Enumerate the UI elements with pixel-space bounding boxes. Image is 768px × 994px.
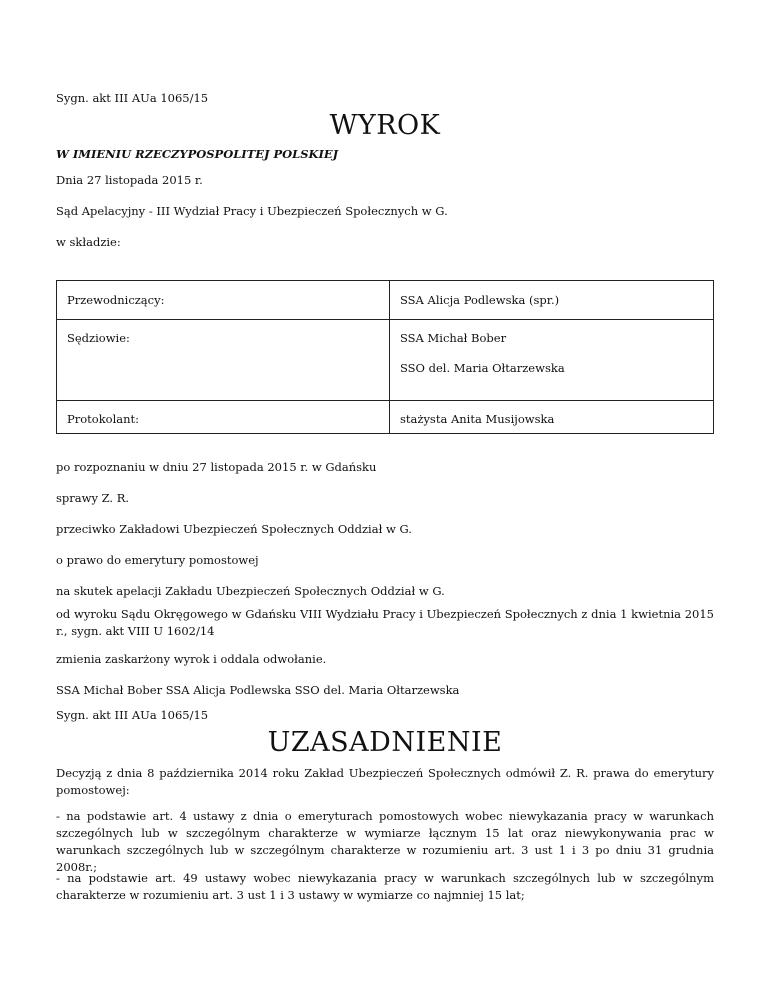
role-label: Sędziowie: <box>67 331 130 345</box>
court-composition-table <box>56 280 714 434</box>
justification-title: UZASADNIENIE <box>267 727 503 758</box>
claim-line: o prawo do emerytury pomostowej <box>56 553 259 567</box>
justification-paragraph: - na podstawie art. 4 ustawy z dnia o emeryturach pomostowych wobec niewykazania pracy w warunkach szczególnych lub w szczególnym charakterze w wymiarze łącznym 15 lat oraz niewykonywania prac w warunkach szczególnych lub w szczególnym charakterze w rozumieniu art. 3 ust 1 i 3 po dniu 31 grudnia 2008r.; <box>56 809 714 874</box>
justification-paragraph: - na podstawie art. 49 ustawy wobec niewykazania pracy w warunkach szczególnych lub w szczególnym charakterze w rozumieniu art. 3 ust 1 i 3 ustawy w wymiarze co najmniej 15 lat; <box>56 871 714 902</box>
judge-name: SSO del. Maria Ołtarzewska <box>400 361 565 375</box>
table-row <box>57 320 714 401</box>
table-row <box>57 281 714 320</box>
judge-name: SSA Michał Bober <box>400 331 507 345</box>
hearing-line: po rozpoznaniu w dniu 27 listopada 2015 r. w Gdańsku <box>56 460 377 474</box>
judgment-date: Dnia 27 listopada 2015 r. <box>56 173 203 187</box>
case-signature: Sygn. akt III AUa 1065/15 <box>56 91 209 105</box>
judgment-title: WYROK <box>329 110 441 141</box>
judge-name: SSA Alicja Podlewska (spr.) <box>400 293 560 307</box>
composition-label: w składzie: <box>56 235 121 249</box>
names-cell <box>390 281 714 320</box>
role-cell <box>57 401 390 434</box>
appeal-line: na skutek apelacji Zakładu Ubezpieczeń Społecznych Oddział w G. <box>56 584 445 598</box>
role-cell <box>57 281 390 320</box>
defendant-line: przeciwko Zakładowi Ubezpieczeń Społecznych Oddział w G. <box>56 522 412 536</box>
case-parties-line: sprawy Z. R. <box>56 491 130 505</box>
court-name: Sąd Apelacyjny - III Wydział Pracy i Ubezpieczeń Społecznych w G. <box>56 204 448 218</box>
role-cell <box>57 320 390 401</box>
names-cell <box>390 320 714 401</box>
names-cell <box>390 401 714 434</box>
clerk-name: stażysta Anita Musijowska <box>400 412 555 426</box>
signatures-line: SSA Michał Bober SSA Alicja Podlewska SSO del. Maria Ołtarzewska <box>56 683 460 697</box>
table-row <box>57 401 714 434</box>
case-signature-repeat: Sygn. akt III AUa 1065/15 <box>56 708 209 722</box>
justification-paragraph: Decyzją z dnia 8 października 2014 roku Zakład Ubezpieczeń Społecznych odmówił Z. R. prawa do emerytury pomostowej: <box>56 766 714 797</box>
role-label: Protokolant: <box>67 412 140 426</box>
role-label: Przewodniczący: <box>67 293 165 307</box>
ruling-line: zmienia zaskarżony wyrok i oddala odwołanie. <box>56 652 327 666</box>
lower-court-judgment-paragraph: od wyroku Sądu Okręgowego w Gdańsku VIII Wydziału Pracy i Ubezpieczeń Społecznych z dnia 1 kwietnia 2015 r., sygn. akt VIII U 1602/14 <box>56 607 714 638</box>
judgment-subtitle: W IMIENIU RZECZYPOSPOLITEJ POLSKIEJ <box>56 147 339 161</box>
